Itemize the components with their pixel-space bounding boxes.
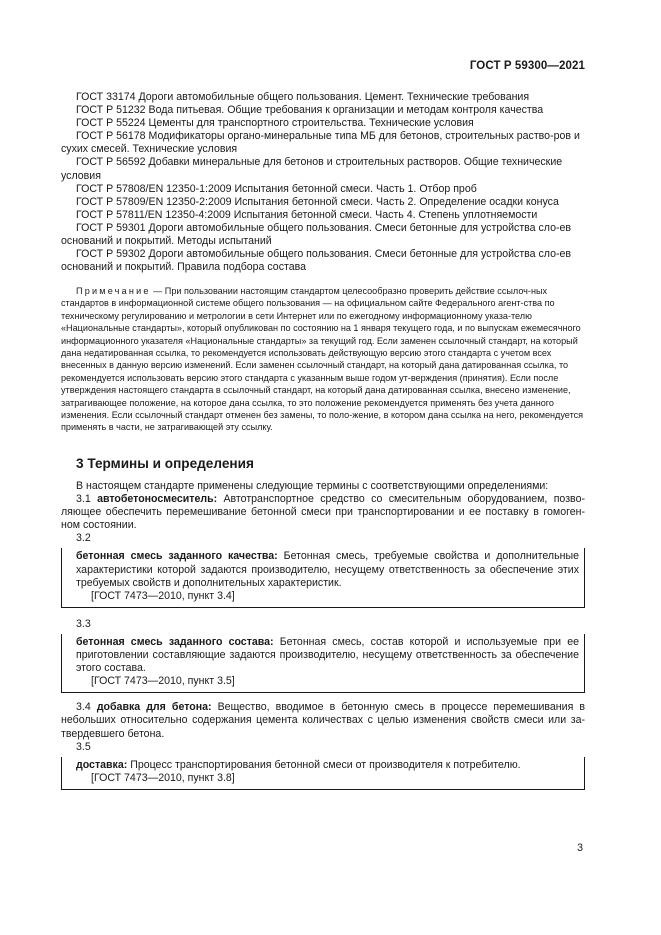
- term-number: 3.1: [76, 493, 91, 506]
- term-name: доставка:: [76, 758, 128, 771]
- reference-item: ГОСТ Р 57809/EN 12350-2:2009 Испытания бетонной смеси. Часть 2. Определение осадки конуса: [76, 195, 559, 208]
- term-source: [ГОСТ 7473—2010, пункт 3.8]: [91, 771, 235, 784]
- term-name: автобетоносмеситель:: [97, 493, 218, 506]
- note-paragraph: [61, 285, 585, 434]
- section-intro: В настоящем стандарте применены следующие термины с соответствующими определениями:: [76, 480, 549, 492]
- reference-item: ГОСТ Р 56592 Добавки минеральные для бетонов и строительных растворов. Общие технические условия: [61, 156, 563, 182]
- term-3-1: [61, 493, 585, 532]
- reference-item: ГОСТ Р 57811/EN 12350-4:2009 Испытания бетонной смеси. Часть 4. Степень уплотняемости: [76, 208, 538, 221]
- term-definition: Вещество, вводимое в бетонную смесь в процессе перемешивания в небольших относительно содержания цемента количествах с целью изменения свойств смеси или за-твердевшего бетона.: [61, 701, 585, 740]
- references-list: [61, 91, 585, 274]
- term-name: добавка для бетона:: [96, 701, 212, 714]
- term-3-3-box: [61, 634, 585, 693]
- reference-item: ГОСТ Р 56178 Модификаторы органо-минеральные типа МБ для бетонов, строительных раство-ров и сухих смесей. Технические условия: [61, 130, 580, 156]
- term-3-3: [76, 636, 579, 675]
- term-3-2: [76, 550, 579, 589]
- reference-item: ГОСТ Р 51232 Вода питьевая. Общие требования к организации и методам контроля качества: [76, 104, 544, 117]
- term-name: бетонная смесь заданного качества:: [76, 550, 278, 563]
- term-definition: Процесс транспортирования бетонной смеси от производителя к потребителю.: [127, 758, 521, 771]
- section-title: 3 Термины и определения: [76, 456, 254, 471]
- term-3-2-box: [61, 548, 585, 607]
- note-label: Примечание: [76, 286, 151, 296]
- section-body: [61, 480, 585, 790]
- reference-item: ГОСТ Р 59301 Дороги автомобильные общего пользования. Смеси бетонные для устройства сло-ев оснований и покрытий. Методы испытаний: [61, 221, 572, 248]
- term-source: [ГОСТ 7473—2010, пункт 3.4]: [91, 589, 235, 602]
- term-number: 3.5: [76, 740, 91, 753]
- term-definition: Бетонная смесь, состав которой и используемые при ее приготовлении составляющие задаются производителю, несущему ответственность за обеспечение этого состава.: [76, 635, 579, 675]
- note-block: [61, 285, 585, 434]
- reference-item: ГОСТ Р 55224 Цементы для транспортного строительства. Технические условия: [76, 117, 474, 130]
- reference-item: ГОСТ Р 59302 Дороги автомобильные общего пользования. Смеси бетонные для устройства сло-ев оснований и покрытий. Правила подбора состава: [61, 248, 572, 274]
- term-3-5: [76, 759, 579, 772]
- term-number: 3.4: [76, 701, 91, 714]
- standard-header: ГОСТ Р 59300—2021: [469, 60, 585, 72]
- term-name: бетонная смесь заданного состава:: [76, 635, 274, 648]
- reference-item: ГОСТ 33174 Дороги автомобильные общего пользования. Цемент. Технические требования: [76, 91, 530, 103]
- note-text: — При пользовании настоящим стандартом целесообразно проверить действие ссылоч-ных стандартов в информационной системе общего пользования — на официальном сайте Федерального агент-ства по техническому регулированию и метрологии в сети Интернет или по ежегодному информационному указа-телю «Национальные стандарты», который опубликован по состоянию на 1 января текущего года, и по выпускам ежемесячного информационного указателя «Национальные стандарты» за текущий год. Если заменен ссылочный стандарт, на который дана недатированная ссылка, то рекомендуется использовать действующую версию этого стандарта с учетом всех внесенных в данную версию изменений. Если заменен ссылочный стандарт, на который дана датированная ссылка, то рекомендуется использовать версию этого стандарта с указанным выше годом ут-верждения (принятия). Если после утверждения настоящего стандарта в ссылочный стандарт, на который дана датированная ссылка, внесено изменение, затрагивающее положение, на которое дана ссылка, то это положение рекомендуется применять без учета данного изменения. Если ссылочный стандарт отменен без замены, то поло-жение, в котором дана ссылка на него, рекомендуется применять в части, не затрагивающей эту ссылку.: [61, 286, 584, 433]
- term-3-5-box: [61, 757, 585, 790]
- reference-item: ГОСТ Р 57808/EN 12350-1:2009 Испытания бетонной смеси. Часть 1. Отбор проб: [76, 182, 477, 195]
- term-source: [ГОСТ 7473—2010, пункт 3.5]: [91, 675, 235, 688]
- term-number: 3.3: [76, 617, 91, 630]
- term-number: 3.2: [76, 532, 91, 545]
- term-definition: Бетонная смесь, требуемые свойства и дополнительные характеристики которой задаются производителю, несущему ответственность за обеспечение этих требуемых свойств и дополнительных характеристик.: [76, 550, 579, 589]
- page-number: 3: [577, 842, 583, 854]
- term-3-4: [61, 701, 585, 740]
- term-definition: Автотранспортное средство со смесительным оборудованием, позво-ляющее обеспечить перемешивание бетонной смеси при транспортировании и ее поставку в гомоген-ном состоянии.: [61, 493, 585, 532]
